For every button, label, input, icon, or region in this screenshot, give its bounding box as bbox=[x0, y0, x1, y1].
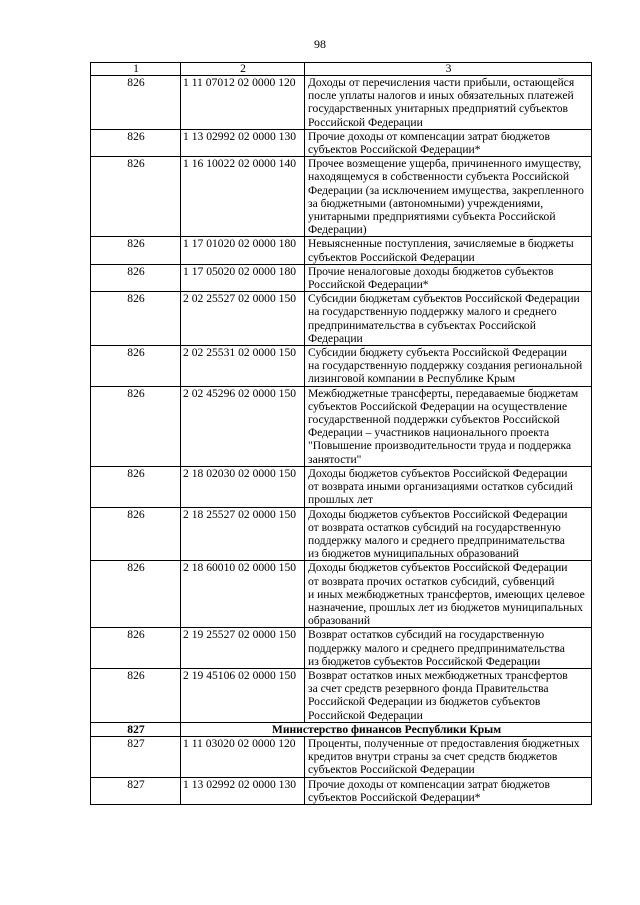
page-number: 98 bbox=[314, 37, 326, 51]
revenue-name-line: кредитов внутри страны за счет средств бюджетов bbox=[308, 750, 558, 764]
table-row bbox=[91, 264, 592, 291]
budget-classification-code-cell: 2 19 25527 02 0000 150 bbox=[181, 628, 305, 669]
budget-classification-code-cell: 1 11 03020 02 0000 120 bbox=[181, 736, 305, 777]
revenue-name-line: субъектов Российской Федерации* bbox=[308, 143, 481, 157]
header-col-2: 2 bbox=[181, 63, 305, 76]
section-title bbox=[181, 722, 592, 736]
table-header-row bbox=[91, 63, 592, 76]
revenue-name-line: за бюджетными (автономными) учреждениями, bbox=[308, 196, 544, 210]
revenue-name-line: Межбюджетные трансферты, передаваемые бюджетам bbox=[308, 386, 579, 400]
admin-code-cell: 826 bbox=[91, 466, 181, 507]
revenue-name-line: находящемуся в собственности субъекта Российской bbox=[308, 170, 570, 184]
table-row bbox=[91, 466, 592, 507]
revenue-name-cell bbox=[305, 466, 592, 507]
revenue-name-cell bbox=[305, 237, 592, 264]
revenue-name-line: Прочее возмещение ущерба, причиненного имуществу, bbox=[308, 157, 582, 171]
revenue-name-line: поддержку малого и среднего предпринимательства bbox=[308, 641, 565, 655]
admin-code-cell: 827 bbox=[91, 777, 181, 804]
revenue-name-line: Доходы бюджетов субъектов Российской Федерации bbox=[308, 507, 568, 521]
revenue-name-cell bbox=[305, 561, 592, 628]
admin-code-cell: 826 bbox=[91, 264, 181, 291]
revenue-name-cell bbox=[305, 736, 592, 777]
revenue-name-line: Федерации) bbox=[308, 223, 367, 237]
revenue-name-line: Прочие доходы от компенсации затрат бюджетов bbox=[308, 777, 550, 791]
revenue-name-line: Возврат остатков иных межбюджетных трансфертов bbox=[308, 668, 568, 682]
revenue-name-cell bbox=[305, 292, 592, 346]
revenue-name-cell bbox=[305, 777, 592, 804]
table-row bbox=[91, 386, 592, 466]
revenue-name-line: Федерации (за исключением имущества, закрепленного bbox=[308, 183, 584, 197]
revenue-codes-table bbox=[90, 62, 592, 805]
table-row bbox=[91, 668, 592, 722]
revenue-name-line: Федерации – участников национального проекта bbox=[308, 426, 550, 440]
admin-code-cell: 826 bbox=[91, 561, 181, 628]
budget-classification-code-cell: 1 13 02992 02 0000 130 bbox=[181, 777, 305, 804]
revenue-name-line: и иных межбюджетных трансфертов, имеющих целевое bbox=[308, 587, 585, 601]
admin-code-cell: 826 bbox=[91, 386, 181, 466]
revenue-name-cell bbox=[305, 157, 592, 237]
revenue-name-line: от возврата остатков субсидий на государственную bbox=[308, 520, 561, 534]
revenue-name-line: Невыясненные поступления, зачисляемые в бюджеты bbox=[308, 237, 574, 251]
revenue-name-line: лизинговой компании в Республике Крым bbox=[308, 372, 516, 386]
revenue-name-line: Доходы от перечисления части прибыли, остающейся bbox=[308, 76, 575, 89]
budget-classification-code-cell: 2 18 25527 02 0000 150 bbox=[181, 507, 305, 561]
revenue-name-line: из бюджетов субъектов Российской Федерации bbox=[308, 654, 541, 668]
table-row bbox=[91, 129, 592, 156]
admin-code-cell: 826 bbox=[91, 76, 181, 130]
revenue-name-line: поддержку малого и среднего предпринимательства bbox=[308, 533, 565, 547]
revenue-name-line: на государственную поддержку создания региональной bbox=[308, 359, 583, 373]
revenue-name-line: Российской Федерации* bbox=[308, 278, 429, 292]
revenue-name-line: прошлых лет bbox=[308, 493, 373, 507]
header-col-3: 3 bbox=[305, 63, 592, 76]
revenue-name-cell bbox=[305, 129, 592, 156]
revenue-name-line: Доходы бюджетов субъектов Российской Федерации bbox=[308, 561, 568, 575]
revenue-name-line: Прочие неналоговые доходы бюджетов субъектов bbox=[308, 264, 554, 278]
revenue-name-line: субъектов Российской Федерации на осуществление bbox=[308, 399, 568, 413]
table-body bbox=[91, 63, 592, 805]
table-row bbox=[91, 507, 592, 561]
budget-classification-code-cell: 1 17 05020 02 0000 180 bbox=[181, 264, 305, 291]
admin-code-cell: 826 bbox=[91, 668, 181, 722]
revenue-name-line: после уплаты налогов и иных обязательных платежей bbox=[308, 89, 574, 103]
revenue-name-line: Возврат остатков субсидий на государственную bbox=[308, 628, 545, 642]
admin-code-cell: 826 bbox=[91, 346, 181, 387]
table-row bbox=[91, 76, 592, 130]
revenue-name-line: субъектов Российской Федерации* bbox=[308, 790, 481, 804]
revenue-name-line: Субсидии бюджету субъекта Российской Федерации bbox=[308, 346, 567, 360]
section-title-line: Министерство финансов Республики Крым bbox=[271, 722, 502, 736]
revenue-name-line: образований bbox=[308, 614, 371, 628]
budget-classification-code-cell: 1 11 07012 02 0000 120 bbox=[181, 76, 305, 130]
table-row bbox=[91, 561, 592, 628]
table-row bbox=[91, 777, 592, 804]
header-col-1: 1 bbox=[91, 63, 181, 76]
admin-code-cell: 827 bbox=[91, 736, 181, 777]
revenue-name-cell bbox=[305, 628, 592, 669]
revenue-name-line: Субсидии бюджетам субъектов Российской Федерации bbox=[308, 292, 580, 306]
budget-classification-code-cell: 1 17 01020 02 0000 180 bbox=[181, 237, 305, 264]
budget-classification-code-cell: 1 13 02992 02 0000 130 bbox=[181, 129, 305, 156]
revenue-name-line: на государственную поддержку малого и среднего bbox=[308, 305, 557, 319]
revenue-name-line: государственной поддержки субъектов Российской bbox=[308, 413, 560, 427]
budget-classification-code-cell: 2 02 25527 02 0000 150 bbox=[181, 292, 305, 346]
revenue-name-line: Российской Федерации из бюджетов субъектов bbox=[308, 695, 541, 709]
budget-classification-code-cell: 2 02 25531 02 0000 150 bbox=[181, 346, 305, 387]
revenue-name-line: за счет средств резервного фонда Правительства bbox=[308, 682, 549, 696]
budget-classification-code-cell: 2 02 45296 02 0000 150 bbox=[181, 386, 305, 466]
revenue-name-cell bbox=[305, 264, 592, 291]
revenue-name-line: занятости" bbox=[308, 452, 362, 466]
revenue-name-line: Федерации bbox=[308, 331, 363, 345]
revenue-name-line: от возврата иными организациями остатков субсидий bbox=[308, 480, 573, 494]
revenue-name-line: государственных унитарных предприятий субъектов bbox=[308, 102, 569, 116]
revenue-name-line: Доходы бюджетов субъектов Российской Федерации bbox=[308, 466, 568, 480]
budget-classification-code-cell: 1 16 10022 02 0000 140 bbox=[181, 157, 305, 237]
revenue-name-line: от возврата прочих остатков субсидий, субвенций bbox=[308, 574, 555, 588]
admin-code-cell: 826 bbox=[91, 129, 181, 156]
table-row bbox=[91, 292, 592, 346]
budget-classification-code-cell: 2 18 60010 02 0000 150 bbox=[181, 561, 305, 628]
revenue-name-line: Российской Федерации bbox=[308, 708, 423, 722]
admin-code-cell: 826 bbox=[91, 292, 181, 346]
revenue-name-line: Российской Федерации bbox=[308, 115, 423, 129]
table-row bbox=[91, 237, 592, 264]
admin-code-cell: 826 bbox=[91, 628, 181, 669]
revenue-name-line: из бюджетов муниципальных образований bbox=[308, 547, 519, 561]
table-row bbox=[91, 346, 592, 387]
revenue-name-cell bbox=[305, 507, 592, 561]
revenue-name-line: субъектов Российской Федерации bbox=[308, 250, 475, 264]
revenue-name-cell bbox=[305, 76, 592, 130]
revenue-name-cell bbox=[305, 346, 592, 387]
budget-classification-code-cell: 2 19 45106 02 0000 150 bbox=[181, 668, 305, 722]
admin-code-cell: 826 bbox=[91, 157, 181, 237]
admin-code-cell: 827 bbox=[91, 722, 181, 736]
revenue-name-line: Проценты, полученные от предоставления бюджетных bbox=[308, 736, 580, 750]
revenue-name-line: унитарными предприятиями субъекта Российской bbox=[308, 210, 556, 224]
table-row bbox=[91, 736, 592, 777]
table-row bbox=[91, 157, 592, 237]
admin-code-cell: 826 bbox=[91, 237, 181, 264]
section-header-row bbox=[91, 722, 592, 736]
revenue-name-line: субъектов Российской Федерации bbox=[308, 763, 475, 777]
revenue-name-line: предпринимательства в субъектах Российской bbox=[308, 318, 536, 332]
table-row bbox=[91, 628, 592, 669]
revenue-name-line: "Повышение производительности труда и поддержка bbox=[308, 439, 572, 453]
revenue-name-cell bbox=[305, 668, 592, 722]
revenue-name-line: Прочие доходы от компенсации затрат бюджетов bbox=[308, 129, 550, 143]
budget-classification-code-cell: 2 18 02030 02 0000 150 bbox=[181, 466, 305, 507]
revenue-name-cell bbox=[305, 386, 592, 466]
admin-code-cell: 826 bbox=[91, 507, 181, 561]
revenue-name-line: назначение, прошлых лет из бюджетов муниципальных bbox=[308, 600, 583, 614]
